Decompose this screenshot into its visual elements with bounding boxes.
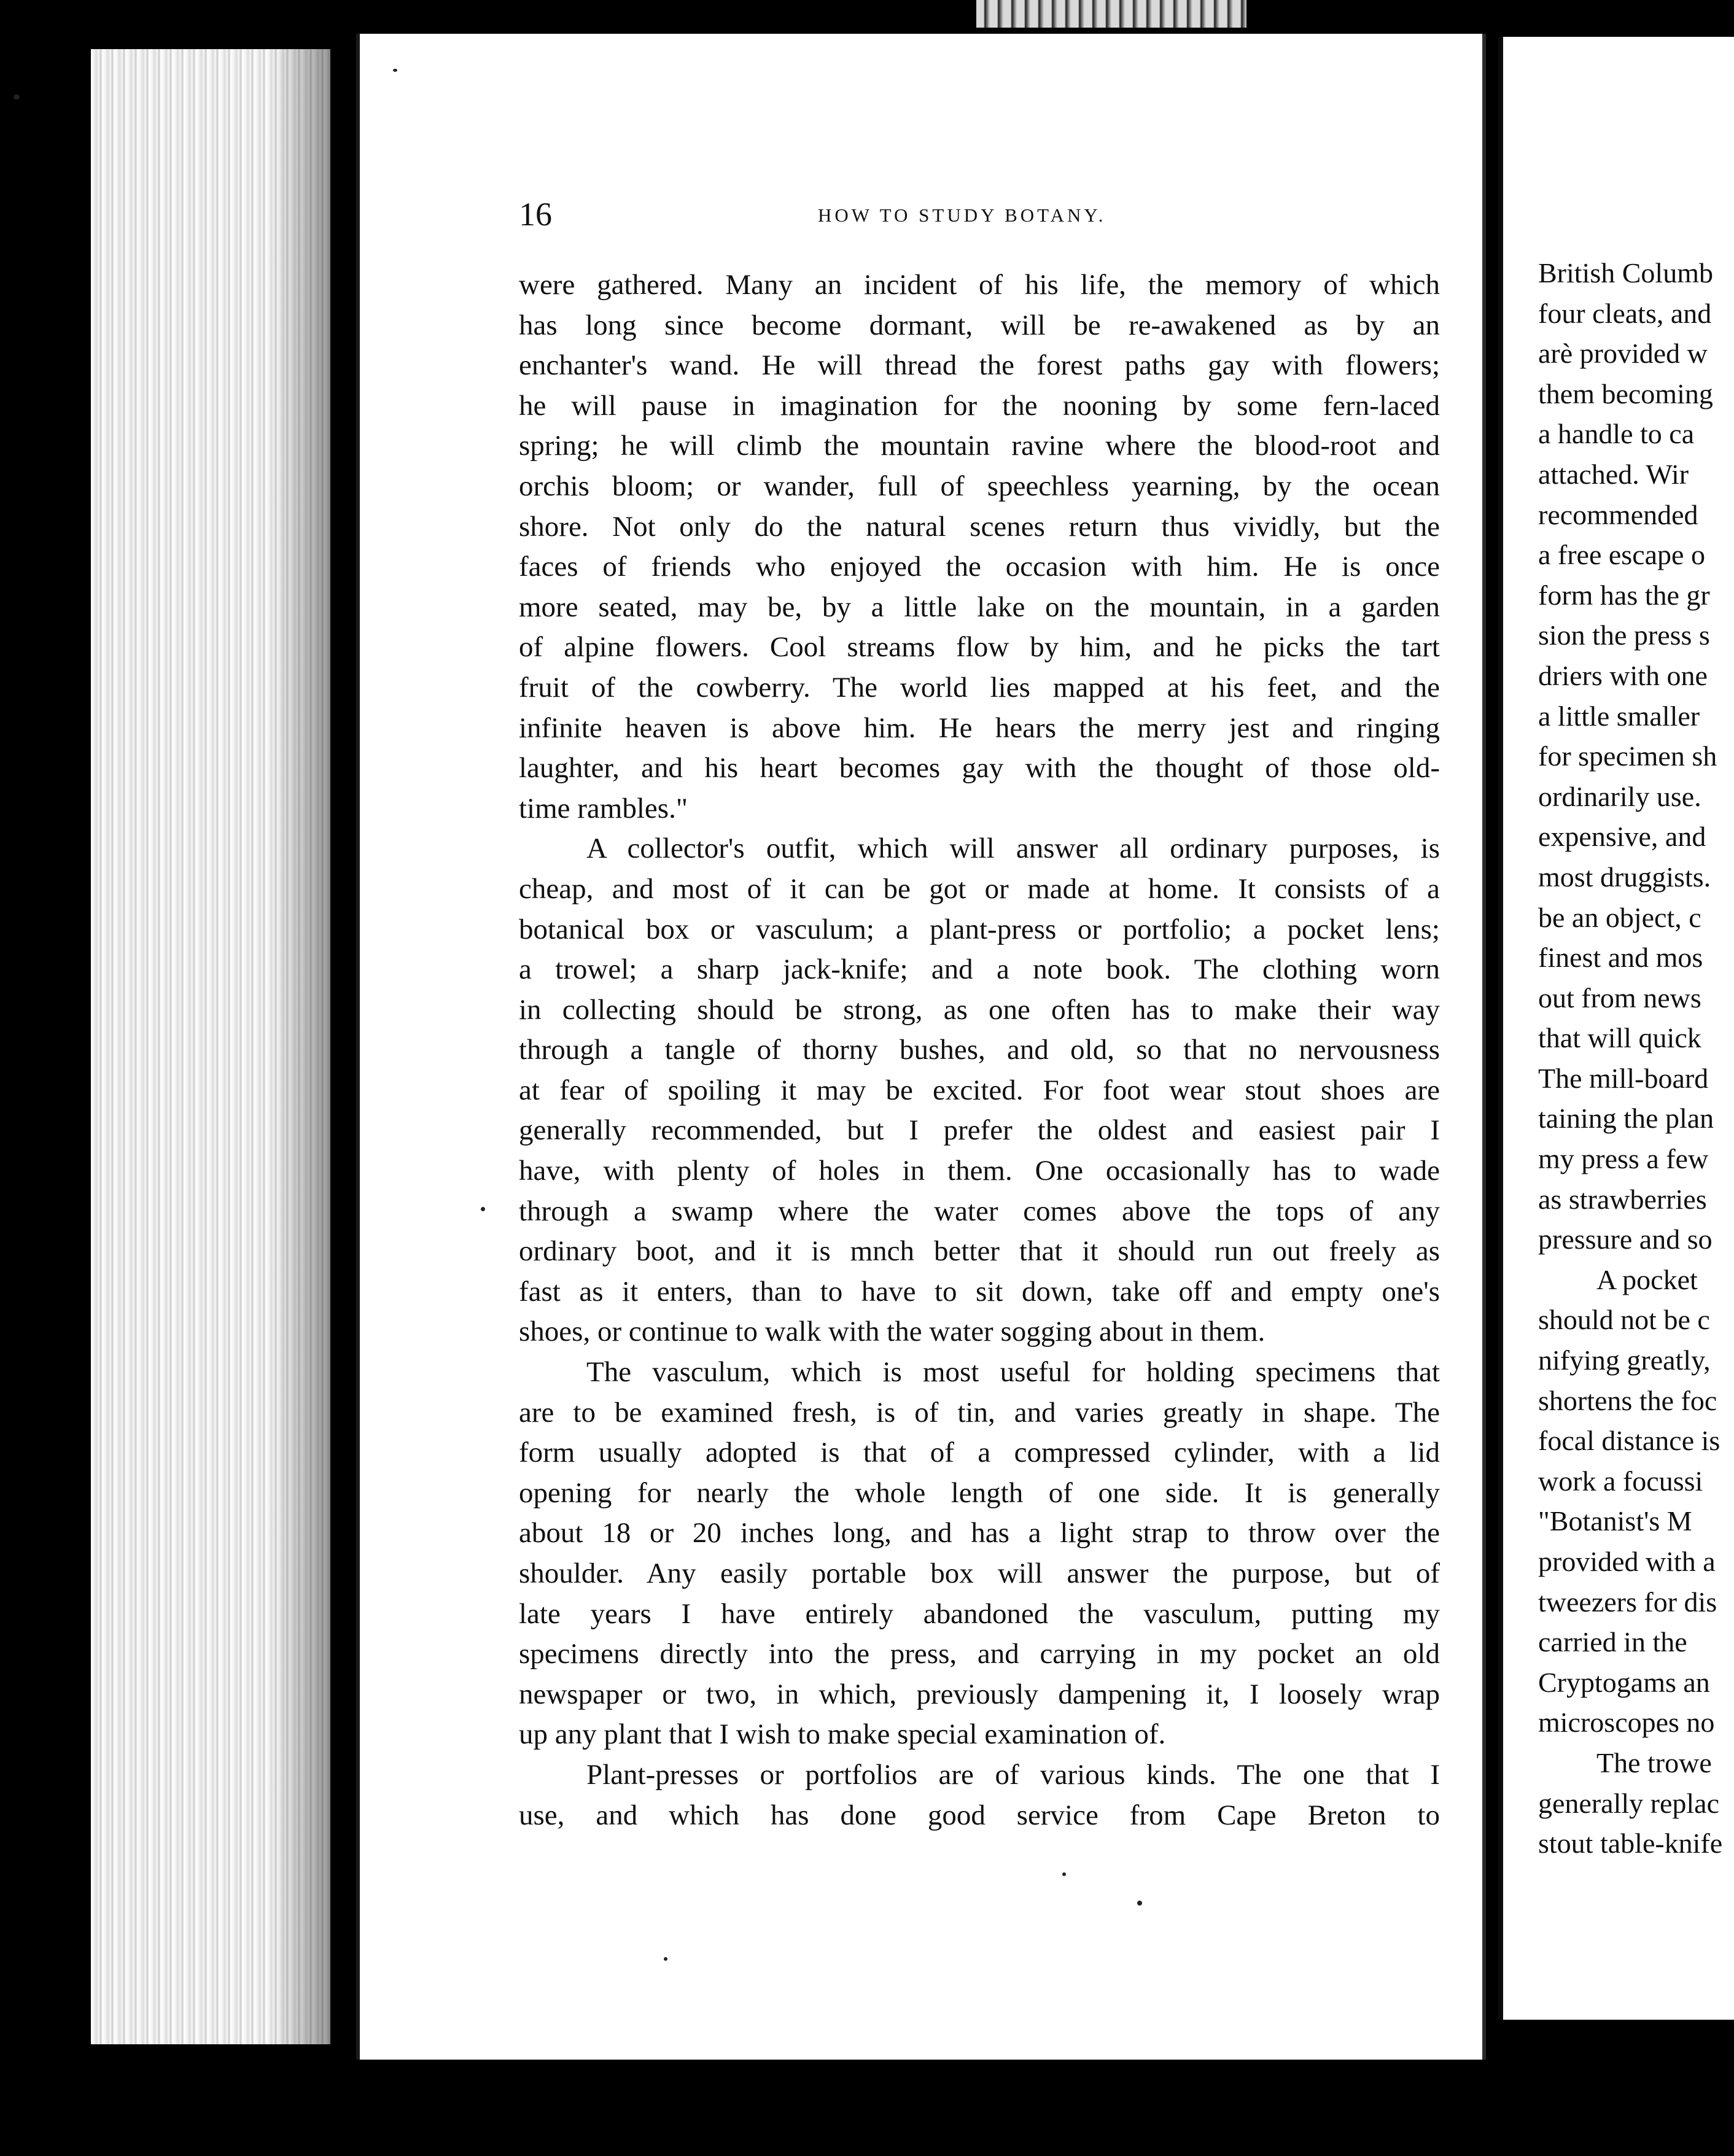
facing-text-line: out from news [1538,982,1701,1014]
facing-page-text [1538,253,1734,1864]
page-number: 16 [519,196,552,233]
paragraph-first-line: Plant-presses or portfolios are of various kinds. The one that I [586,1758,1440,1791]
text-line: generally recommended, but I prefer the oldest and easiest pair I [519,1114,1440,1147]
facing-text-line: carried in the [1538,1626,1687,1658]
running-head: HOW TO STUDY BOTANY. [818,204,1106,226]
text-line: infinite heaven is above him. He hears the merry jest and ringing [519,712,1440,744]
facing-text-line: generally replac [1538,1787,1719,1819]
facing-text-line: nifying greatly, [1538,1344,1711,1376]
facing-text-line: form has the gr [1538,579,1710,611]
text-line: laughter, and his heart becomes gay with the thought of those old- [519,752,1440,785]
facing-text-line: finest and mos [1538,942,1703,974]
facing-text-line: "Botanist's M [1538,1505,1692,1537]
text-line: a trowel; a sharp jack-knife; and a note book. The clothing worn [519,953,1440,986]
scan-speck [14,95,20,99]
text-line: time rambles." [519,792,688,824]
text-line: up any plant that I wish to make special examination of. [519,1718,1166,1751]
facing-text-line: my press a few [1538,1143,1709,1175]
facing-text-line: British Columb [1538,257,1713,289]
facing-text-line: a little smaller [1538,700,1700,732]
facing-text-line: shortens the foc [1538,1384,1717,1416]
scan-speck [1137,1901,1142,1906]
facing-text-line: attached. Wir [1538,458,1689,490]
body-text [519,265,1440,1836]
facing-text-line: focal distance is [1538,1425,1720,1457]
facing-text-line: should not be c [1538,1304,1710,1336]
facing-text-line: ordinarily use. [1538,780,1701,812]
paragraph-first-line: The vasculum, which is most useful for holding specimens that [586,1356,1440,1389]
text-line: spring; he will climb the mountain ravine where the blood-root and [519,430,1440,462]
facing-text-line: a handle to ca [1538,418,1695,450]
facing-text-line: expensive, and [1538,821,1706,853]
facing-text-line: pressure and so [1538,1223,1713,1255]
text-line: have, with plenty of holes in them. One occasionally has to wade [519,1155,1440,1187]
facing-text-line: a free escape o [1538,539,1705,571]
text-line: shoulder. Any easily portable box will answer the purpose, but of [519,1557,1440,1589]
text-line: botanical box or vasculum; a plant-press or portfolio; a pocket lens; [519,913,1440,945]
text-line: form usually adopted is that of a compressed cylinder, with a lid [519,1437,1440,1469]
text-line: fruit of the cowberry. The world lies mapped at his feet, and the [519,671,1440,704]
facing-text-line: sion the press s [1538,619,1710,651]
facing-text-line: taining the plan [1538,1103,1714,1134]
text-line: has long since become dormant, will be re-awakened as by an [519,309,1440,341]
text-line: specimens directly into the press, and carrying in my pocket an old [519,1638,1440,1670]
text-line: shore. Not only do the natural scenes return thus vividly, but the [519,510,1440,543]
text-line: use, and which has done good service from Cape Breton to [519,1799,1440,1831]
scan-speck [664,1957,667,1961]
paragraph-first-line: A collector's outfit, which will answer all ordinary purposes, is [586,832,1440,865]
facing-text-line: for specimen sh [1538,740,1717,772]
text-line: newspaper or two, in which, previously dampening it, I loosely wrap [519,1678,1440,1710]
page-edge-shadow [270,49,362,2044]
facing-text-line: most druggists. [1538,861,1711,893]
facing-text-line: that will quick [1538,1022,1701,1054]
text-line: enchanter's wand. He will thread the forest paths gay with flowers; [519,349,1440,382]
facing-text-line: stout table-knife [1538,1828,1723,1859]
text-line: fast as it enters, than to have to sit down, take off and empty one's [519,1275,1440,1308]
facing-text-line: The mill-board [1538,1062,1709,1094]
facing-text-line: them becoming [1538,378,1713,409]
facing-text-line: arè provided w [1538,338,1708,370]
text-line: through a tangle of thorny bushes, and old, so that no nervousness [519,1034,1440,1066]
facing-text-line: four cleats, and [1538,297,1712,329]
text-line: opening for nearly the whole length of one side. It is generally [519,1476,1440,1509]
text-line: more seated, may be, by a little lake on the mountain, in a garden [519,591,1440,623]
text-line: through a swamp where the water comes above the tops of any [519,1195,1440,1227]
facing-text-line: recommended [1538,498,1698,530]
text-line: of alpine flowers. Cool streams flow by him, and he picks the tart [519,631,1440,664]
text-line: he will pause in imagination for the nooning by some fern-laced [519,389,1440,422]
text-line: faces of friends who enjoyed the occasion with him. He is once [519,551,1440,583]
text-line: are to be examined fresh, is of tin, and varies greatly in shape. The [519,1396,1440,1429]
scan-artifact-top [976,0,1246,28]
text-line: cheap, and most of it can be got or made at home. It consists of a [519,872,1440,905]
scan-speck [1062,1872,1066,1876]
text-line: orchis bloom; or wander, full of speechless yearning, by the ocean [519,470,1440,502]
text-line: ordinary boot, and it is mnch better that it should run out freely as [519,1235,1440,1268]
facing-text-line: work a focussi [1538,1465,1703,1497]
scan-speck [393,69,397,72]
facing-text-line: as strawberries [1538,1183,1707,1215]
facing-text-line: driers with one [1538,659,1708,691]
text-line: about 18 or 20 inches long, and has a light strap to throw over the [519,1517,1440,1549]
facing-text-line: A pocket [1596,1263,1698,1295]
facing-text-line: tweezers for dis [1538,1586,1717,1618]
text-line: in collecting should be strong, as one often has to make their way [519,993,1440,1026]
facing-text-line: provided with a [1538,1546,1716,1577]
text-line: were gathered. Many an incident of his life, the memory of which [519,269,1440,301]
text-line: late years I have entirely abandoned the vasculum, putting my [519,1597,1440,1630]
facing-text-line: The trowe [1596,1747,1712,1778]
text-line: shoes, or continue to walk with the water sogging about in them. [519,1316,1266,1348]
facing-text-line: microscopes no [1538,1707,1715,1739]
scan-speck [481,1207,485,1211]
facing-text-line: be an object, c [1538,901,1701,933]
text-line: at fear of spoiling it may be excited. For foot wear stout shoes are [519,1074,1440,1106]
facing-text-line: Cryptogams an [1538,1666,1710,1698]
